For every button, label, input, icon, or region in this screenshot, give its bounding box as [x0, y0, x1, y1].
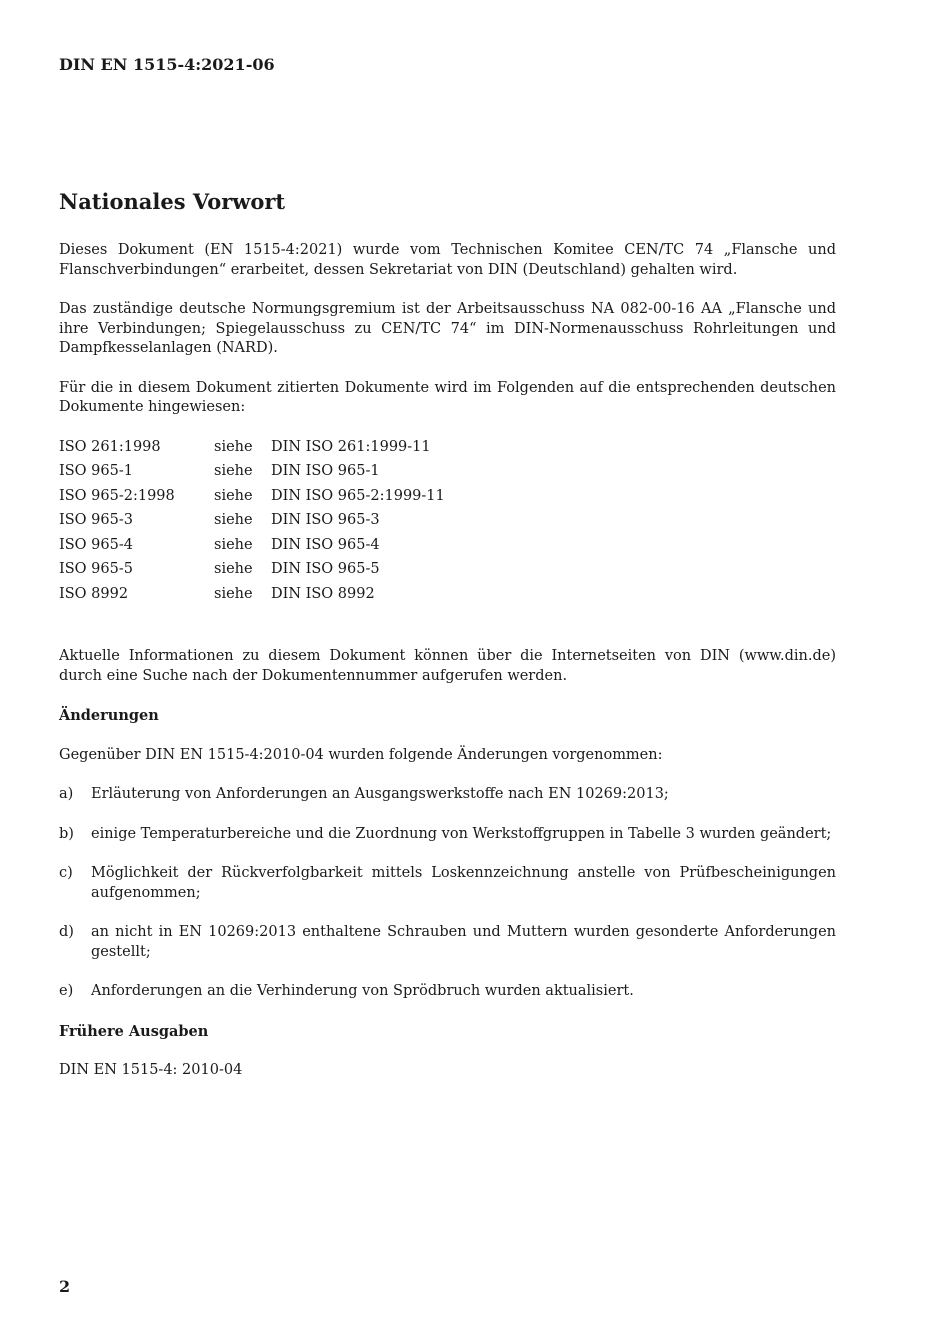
- iso-reference: ISO 261:1998: [59, 438, 161, 455]
- earlier-editions-text: DIN EN 1515-4: 2010-04: [59, 1062, 243, 1078]
- list-item-text: Erläuterung von Anforderungen an Ausgangswerkstoffe nach EN 10269:2013;: [91, 786, 669, 802]
- iso-reference: ISO 965-4: [59, 536, 133, 553]
- see-label: siehe: [214, 438, 253, 455]
- list-marker: b): [59, 825, 74, 842]
- list-item-text: Anforderungen an die Verhinderung von Sprödbruch wurden aktualisiert.: [91, 983, 634, 999]
- iso-reference: ISO 965-1: [59, 463, 133, 479]
- din-reference: DIN ISO 965-4: [271, 536, 380, 553]
- list-item: [59, 785, 836, 805]
- page-number: 2: [59, 1277, 71, 1296]
- din-reference: DIN ISO 965-3: [271, 512, 380, 528]
- page-title: Nationales Vorwort: [59, 189, 286, 214]
- din-reference: DIN ISO 965-5: [271, 561, 380, 577]
- changes-heading: Änderungen: [59, 707, 159, 724]
- iso-reference: ISO 965-5: [59, 561, 133, 577]
- table-row: [59, 511, 445, 536]
- changes-intro: Gegenüber DIN EN 1515-4:2010-04 wurden folgende Änderungen vorgenommen:: [59, 746, 663, 763]
- list-marker: c): [59, 865, 73, 881]
- paragraph-online-info: Aktuelle Informationen zu diesem Dokument können über die Internetseiten von DIN (www.din.de) durch eine Suche nach der Dokumentennummer aufgerufen werden.: [59, 648, 836, 684]
- paragraph-committee: Dieses Dokument (EN 1515-4:2021) wurde vom Technischen Komitee CEN/TC 74 „Flansche und Flanschverbindungen“ erarbeitet, dessen Sekretariat von DIN (Deutschland) gehalten wird.: [59, 242, 836, 278]
- see-label: siehe: [214, 536, 253, 553]
- document-page: [59, 0, 836, 1343]
- table-row: [59, 462, 445, 487]
- see-label: siehe: [214, 585, 253, 602]
- earlier-editions-heading: Frühere Ausgaben: [59, 1022, 209, 1040]
- document-body: [59, 241, 836, 1101]
- din-reference: DIN ISO 261:1999-11: [271, 438, 431, 455]
- reference-table: [59, 438, 445, 610]
- see-label: siehe: [214, 487, 253, 504]
- table-row: [59, 560, 445, 585]
- table-row: [59, 438, 445, 463]
- changes-list: [59, 785, 836, 1002]
- list-item-text: Möglichkeit der Rückverfolgbarkeit mittels Loskennzeichnung anstelle von Prüfbescheinigungen aufgenommen;: [91, 865, 836, 901]
- see-label: siehe: [214, 463, 253, 479]
- document-id-header: DIN EN 1515-4:2021-06: [59, 55, 275, 74]
- table-row: [59, 487, 445, 512]
- see-label: siehe: [214, 512, 253, 528]
- table-row: [59, 536, 445, 561]
- list-item: [59, 982, 836, 1002]
- list-marker: a): [59, 786, 74, 802]
- paragraph-standards-body: Das zuständige deutsche Normungsgremium ist der Arbeitsausschuss NA 082-00-16 AA „Flansche und ihre Verbindungen; Spiegelausschuss zu CEN/TC 74“ im DIN-Normenausschuss Rohrleitungen und Dampfkesselanlagen (NARD).: [59, 301, 836, 356]
- list-item: [59, 825, 836, 845]
- list-item-text: einige Temperaturbereiche und die Zuordnung von Werkstoffgruppen in Tabelle 3 wurden geändert;: [91, 825, 832, 842]
- list-item: [59, 864, 836, 903]
- iso-reference: ISO 965-3: [59, 512, 133, 528]
- paragraph-references-intro: Für die in diesem Dokument zitierten Dokumente wird im Folgenden auf die entsprechenden deutschen Dokumente hingewiesen:: [59, 379, 836, 415]
- din-reference: DIN ISO 965-1: [271, 463, 380, 479]
- table-row: [59, 585, 445, 610]
- din-reference: DIN ISO 8992: [271, 585, 375, 602]
- list-marker: e): [59, 983, 74, 999]
- list-marker: d): [59, 924, 74, 940]
- list-item-text: an nicht in EN 10269:2013 enthaltene Schrauben und Muttern wurden gesonderte Anforderungen gestellt;: [91, 924, 836, 960]
- din-reference: DIN ISO 965-2:1999-11: [271, 487, 445, 504]
- list-item: [59, 923, 836, 962]
- iso-reference: ISO 965-2:1998: [59, 487, 175, 504]
- iso-reference: ISO 8992: [59, 585, 129, 602]
- see-label: siehe: [214, 561, 253, 577]
